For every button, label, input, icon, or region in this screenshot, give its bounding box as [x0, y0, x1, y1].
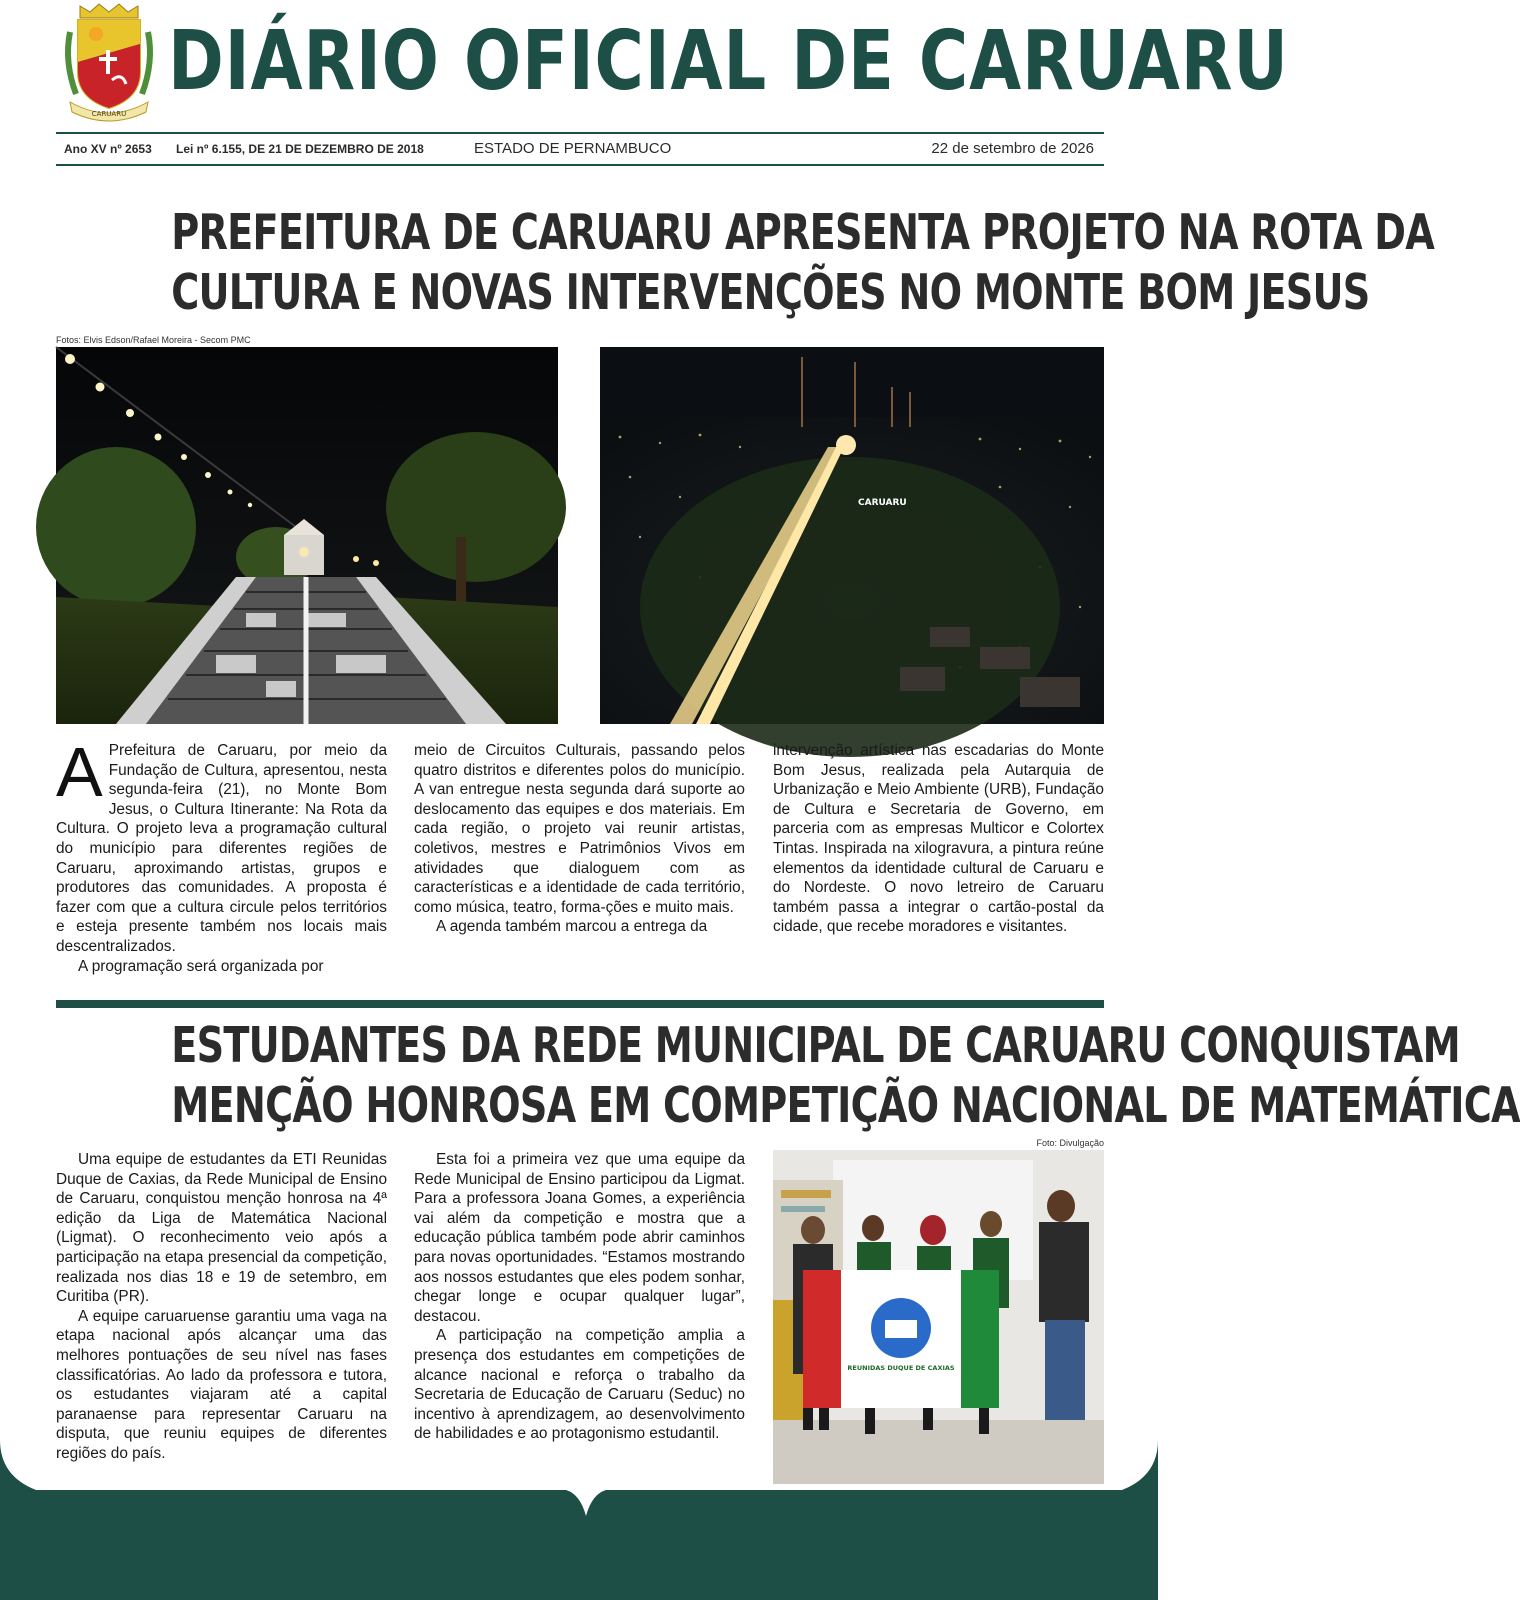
crest-label: CARUARU	[91, 110, 127, 118]
students-with-flag-photo	[773, 1150, 1104, 1484]
law-reference: Lei nº 6.155, DE 21 DE DEZEMBRO DE 2018	[176, 142, 424, 156]
state-name: ESTADO DE PERNAMBUCO	[474, 140, 672, 157]
article1-column2	[414, 741, 745, 937]
article1-dropcap: A	[56, 733, 103, 811]
article1-headline-line1: PREFEITURA DE CARUARU APRESENTA PROJETO NA ROTA DA	[171, 204, 1435, 261]
edition-info-bar	[56, 132, 1104, 166]
caruaru-coat-of-arms-icon	[62, 2, 156, 120]
article2-col2-paragraph2: A participação na competição amplia a presença dos estudantes em competições de alcance nacional e reforça o trabalho da Secretaria de Educação de Caruaru (Seduc) no incentivo à aprendizagem, ao desenvolvimento de habilidades e ao protagonismo estudantil.	[414, 1327, 745, 1443]
masthead	[56, 0, 1289, 125]
article1-headline-line2: CULTURA E NOVAS INTERVENÇÕES NO MONTE BOM JESUS	[171, 264, 1370, 321]
aerial-night-city-photo	[600, 347, 1104, 724]
article1-photo-credit: Fotos: Elvis Edson/Rafael Moreira - Secom PMC	[56, 335, 251, 345]
edition-number: Ano XV nº 2653	[64, 142, 152, 156]
article2-headline	[56, 1016, 1520, 1136]
article2-headline-line2: MENÇÃO HONROSA EM COMPETIÇÃO NACIONAL DE MATEMÁTICA	[171, 1077, 1520, 1134]
article2-column2	[414, 1150, 745, 1444]
newspaper-title: DIÁRIO OFICIAL DE CARUARU	[168, 14, 1289, 109]
article1-col2-paragraph2: A agenda também marcou a entrega da	[436, 918, 708, 936]
article2-headline-line1: ESTUDANTES DA REDE MUNICIPAL DE CARUARU CONQUISTAM	[171, 1017, 1460, 1074]
city-sign-text: CARUARU	[858, 498, 907, 508]
article2-col1-paragraph2: A equipe caruaruense garantiu uma vaga na etapa nacional após alcançar uma das melhores pontuações de seu nível nas fases classificatórias. Ao lado da professora e tutora, os estudantes viajaram até a capital paranaense para representar Caruaru na disputa, que reuniu equipes de diferentes regiões do país.	[56, 1307, 387, 1462]
section-divider	[56, 1000, 1104, 1008]
article2-col1-paragraph1: Uma equipe de estudantes da ETI Reunidas Duque de Caxias, da Rede Municipal de Ensino de Caruaru, conquistou menção honrosa na 4ª edição da Liga de Matemática Nacional (Ligmat). O reconhecimento veio após a participação na etapa presencial da competição, realizada nos dias 18 e 19 de setembro, em Curitiba (PR).	[56, 1151, 387, 1306]
page-footer-band	[0, 1440, 1158, 1600]
article1-col1-paragraph1: Prefeitura de Caruaru, por meio da Fundação de Cultura, apresentou, nesta segunda-feira (21), no Monte Bom Jesus, o Cultura Itinerante: Na Rota da Cultura. O projeto leva a programação cultural do município para diferentes regiões de Caruaru, aproximando artistas, grupos e produtores das comunidades. A proposta é fazer com que a cultura circule pelos territórios e esteja presente também nos locais mais descentralizados.	[56, 742, 387, 955]
article1-column3	[773, 741, 1104, 937]
night-stairway-photo	[56, 347, 558, 724]
article2-photo-credit: Foto: Divulgação	[1036, 1138, 1104, 1148]
article1-column1	[56, 733, 387, 976]
article1-col1-paragraph2: A programação será organizada por	[78, 957, 324, 975]
flag-text: REUNIDAS DUQUE DE CAXIAS	[847, 1364, 955, 1372]
article1-col3-paragraph1: intervenção artística nas escadarias do Monte Bom Jesus, realizada pela Autarquia de Urbanização e Meio Ambiente (URB), Fundação de Cultura e Secretaria de Governo, em parceria com as empresas Multicor e Colortex Tintas. Inspirada na xilogravura, a pintura reúne elementos da identidade cultural de Caruaru e do Nordeste. O novo letreiro de Caruaru também passa a integrar o cartão-postal da cidade, que recebe moradores e visitantes.	[773, 742, 1104, 936]
article1-headline	[56, 203, 1435, 323]
article2-col2-paragraph1: Esta foi a primeira vez que uma equipe da Rede Municipal de Ensino participou da Ligmat. Para a professora Joana Gomes, a experiência vai além da competição e mostra que a educação pública também pode abrir caminhos para novas oportunidades. “Estamos mostrando aos nossos estudantes que eles podem sonhar, chegar longe e ocupar qualquer lugar”, destacou.	[414, 1151, 745, 1325]
publication-date: 22 de setembro de 2026	[931, 140, 1094, 157]
article1-col2-paragraph1: meio de Circuitos Culturais, passando pelos quatro distritos e diferentes polos do município. A van entregue nesta segunda dará suporte ao deslocamento das equipes e dos materiais. Em cada região, o projeto vai reunir artistas, coletivos, mestres e Patrimônios Vivos em atividades que dialoguem com as características e a identidade de cada território, como música, teatro, forma-ções e muito mais.	[414, 742, 745, 916]
article2-column1	[56, 1150, 387, 1464]
